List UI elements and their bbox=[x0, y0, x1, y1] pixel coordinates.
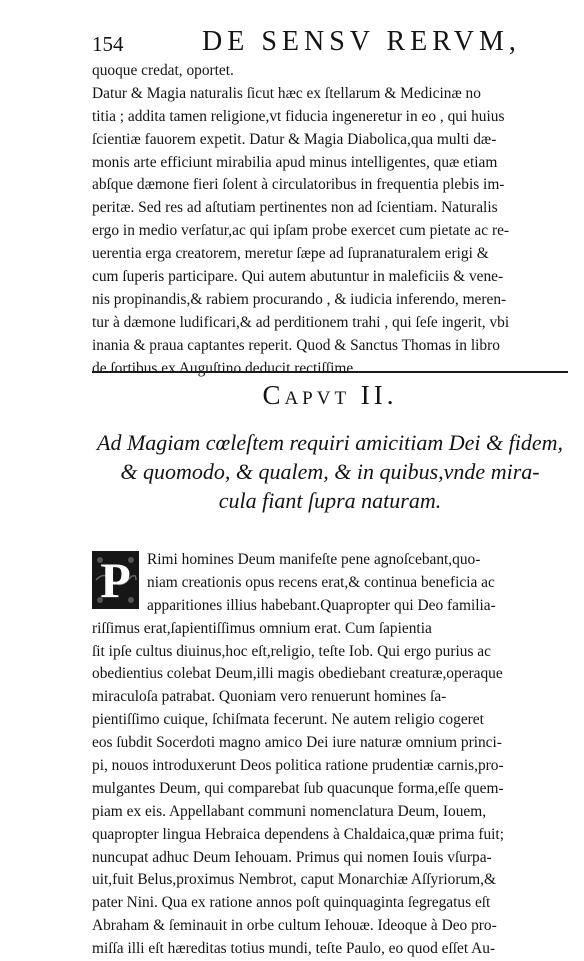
text-line: nis propinandis,& rabiem procurando , & iudicia inferendo, meren- bbox=[92, 290, 507, 308]
text-line: monis arte efficiunt mirabilia apud minus intelligentes, quæ etiam bbox=[92, 153, 498, 171]
text-line: piam ex eis. Appellabant communi nomenclatura Deum, Iouem, bbox=[92, 802, 487, 820]
text-line: tur à dæmone ludificari,& ad perditionem trahi , qui ſeſe ingerit, vbi bbox=[92, 313, 510, 331]
text-line: miraculoſa patrabat. Quoniam vero renuerunt homines ſa- bbox=[92, 688, 447, 706]
text-line: Abraham & ſeminauit in orbe cultum Iehouæ. Ideoque à Deo pro- bbox=[92, 917, 497, 935]
running-head bbox=[92, 26, 562, 60]
paragraph-1 bbox=[92, 60, 568, 380]
chapter-title-line: cula fiant ſupra naturam. bbox=[218, 488, 442, 513]
text-line: riſſimus erat,ſapientiſſimus omnium erat. Cum ſapientia bbox=[92, 619, 432, 637]
text-line: quapropter lingua Hebraica dependens à Chaldaica,quæ prima fuit; bbox=[92, 825, 504, 843]
text-line: ſit ipſe cultus diuinus,hoc eſt,religio, teſte Iob. Qui ergo purius ac bbox=[92, 642, 491, 660]
text-line: apparitiones illius habebant.Quapropter qui Deo familia- bbox=[147, 596, 496, 614]
text-line: ſcientiæ fauorem expetit. Datur & Magia Diabolica,qua multi dæ- bbox=[92, 130, 497, 148]
text-line: miſſa illi eſt hæreditas totius mundi, teſte Paulo, eo quod eſſet Au- bbox=[92, 940, 496, 958]
text-line: titia ; addita tamen religione,vt fiducia ingeneretur in eo , qui huius bbox=[92, 107, 505, 125]
chapter-title-line: Ad Magiam cœleſtem requiri amicitiam Dei & fidem, bbox=[97, 430, 563, 455]
text-line: inania & praua captantes reperit. Quod & Sanctus Thomas in libro bbox=[92, 336, 500, 354]
text-line: nuncupat adhuc Deum Iehouam. Primus qui nomen Iouis vſurpa- bbox=[92, 848, 492, 866]
text-line: Datur & Magia naturalis ſicut hæc ex ſtellarum & Medicinæ no bbox=[92, 84, 481, 102]
text-line: peritæ. Sed res ad aſtutiam pertinentes non ad ſcientiam. Naturalis bbox=[92, 199, 498, 217]
text-line: pientiſſimo cuique, ſchiſmata fecerunt. Ne autem religio cogeret bbox=[92, 711, 484, 729]
text-line: uit,fuit Belus,proximus Nembrot, caput Monarchiæ Aſſyriorum,& bbox=[92, 871, 496, 889]
paragraph-2 bbox=[92, 549, 568, 961]
text-line: pater Nini. Qua ex ratione annos poſt quinquaginta ſegregatus eſt bbox=[92, 894, 491, 912]
text-line: eos ſubdit Socerdoti magno amico Dei iure naturæ omnium princi- bbox=[92, 734, 502, 752]
text-line: uerentia erga creatorem, meretur ſæpe ad ſupranaturalem erigi & bbox=[92, 245, 489, 263]
text-line: niam creationis opus recens erat,& continua beneficia ac bbox=[147, 573, 495, 591]
text-line: pi, nouos introduxerunt Deos politica ratione prudentiæ carnis,pro- bbox=[92, 757, 504, 775]
text-line: mulgantes Deum, qui comparebat ſub quacunque forma,eſſe quem- bbox=[92, 779, 504, 797]
chapter-heading: Capvt II. bbox=[262, 380, 398, 410]
chapter-title-line: & quomodo, & qualem, & in quibus,vnde mira- bbox=[120, 459, 540, 484]
text-line: abſque dæmone fieri ſolent à circulatoribus in frequentia plebis im- bbox=[92, 176, 505, 194]
text-line: obedientius colebat Deum,illi magis obediebant creaturæ,operaque bbox=[92, 665, 503, 683]
section-divider bbox=[92, 371, 568, 373]
running-title: DE SENSV RERVM, bbox=[202, 26, 521, 57]
page-number: 154 bbox=[92, 32, 124, 56]
chapter-title bbox=[92, 428, 568, 515]
text-line: de ſortibus ex Auguſtino deducit rectiſſime. bbox=[92, 359, 358, 377]
text-line: quoque credat, oportet. bbox=[92, 62, 234, 79]
text-line: Rimi homines Deum manifeſte pene agnoſcebant,quo- bbox=[147, 551, 481, 568]
text-line: ergo in medio verſatur,ac qui ipſam probe exercet cum pietate ac re- bbox=[92, 222, 510, 240]
drop-cap-letter: P bbox=[100, 552, 131, 608]
text-line: cum ſuperis participare. Qui autem abutuntur in maleficiis & vene- bbox=[92, 268, 504, 286]
